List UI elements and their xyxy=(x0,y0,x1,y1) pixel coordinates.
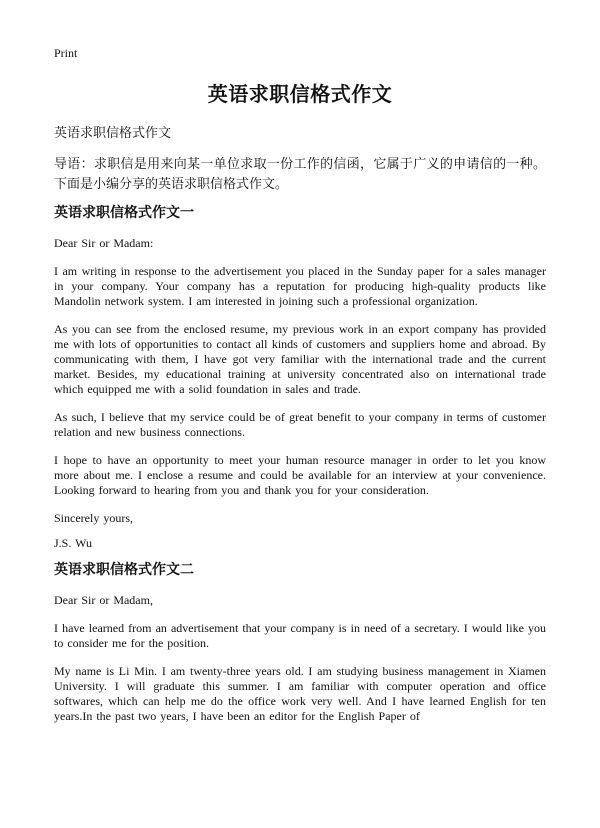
letter-1-signature: J.S. Wu xyxy=(54,536,92,550)
letter-section-2 xyxy=(54,561,546,724)
letter-2-paragraph-1: I have learned from an advertisement that your company is in need of a secretary. I would like you to consider me for the position. xyxy=(54,621,546,650)
letter-1-closing: Sincerely yours, xyxy=(54,511,133,525)
letter-section-1 xyxy=(54,204,546,551)
intro-paragraph: 导语：求职信是用来向某一单位求取一份工作的信函，它属于广义的申请信的一种。下面是小编分享的英语求职信格式作文。 xyxy=(54,156,546,191)
section-heading-1: 英语求职信格式作文一 xyxy=(54,206,194,221)
letter-2-salutation: Dear Sir or Madam, xyxy=(54,593,153,607)
print-link[interactable]: Print xyxy=(54,46,78,60)
letter-1-paragraph-4: I hope to have an opportunity to meet your human resource manager in order to let you know more about me. I enclose a resume and could be available for an interview at your convenience. Looking forward to hearing from you and thank you for your consideration. xyxy=(54,453,546,497)
letter-1-salutation: Dear Sir or Madam: xyxy=(54,236,154,250)
letter-1-paragraph-3: As such, I believe that my service could be of great benefit to your company in terms of customer relation and new business connections. xyxy=(54,410,546,439)
letter-2-paragraph-2: My name is Li Min. I am twenty-three years old. I am studying business management in Xiamen University. I will graduate this summer. I am familiar with computer operation and office softwares, which can help me do the office work very well. And I have learned English for ten years.In the past two years, I have been an editor for the English Paper of xyxy=(54,664,546,723)
letter-1-paragraph-2: As you can see from the enclosed resume, my previous work in an export company has provided me with lots of opportunities to contact all kinds of customers and suppliers home and abroad. By communicating with them, I have got very familiar with the international trade and the current market. Besides, my educational training at university concentrated also on international trade which equipped me with a solid foundation in sales and trade. xyxy=(54,322,546,396)
section-heading-2: 英语求职信格式作文二 xyxy=(54,563,194,578)
document-subtitle: 英语求职信格式作文 xyxy=(54,125,172,140)
page-title: 英语求职信格式作文 xyxy=(207,84,393,106)
letter-1-paragraph-1: I am writing in response to the advertisement you placed in the Sunday paper for a sales manager in your company. Your company has a reputation for producing high-quality products like Mandolin network system. I am interested in joining such a professional organization. xyxy=(54,264,546,308)
